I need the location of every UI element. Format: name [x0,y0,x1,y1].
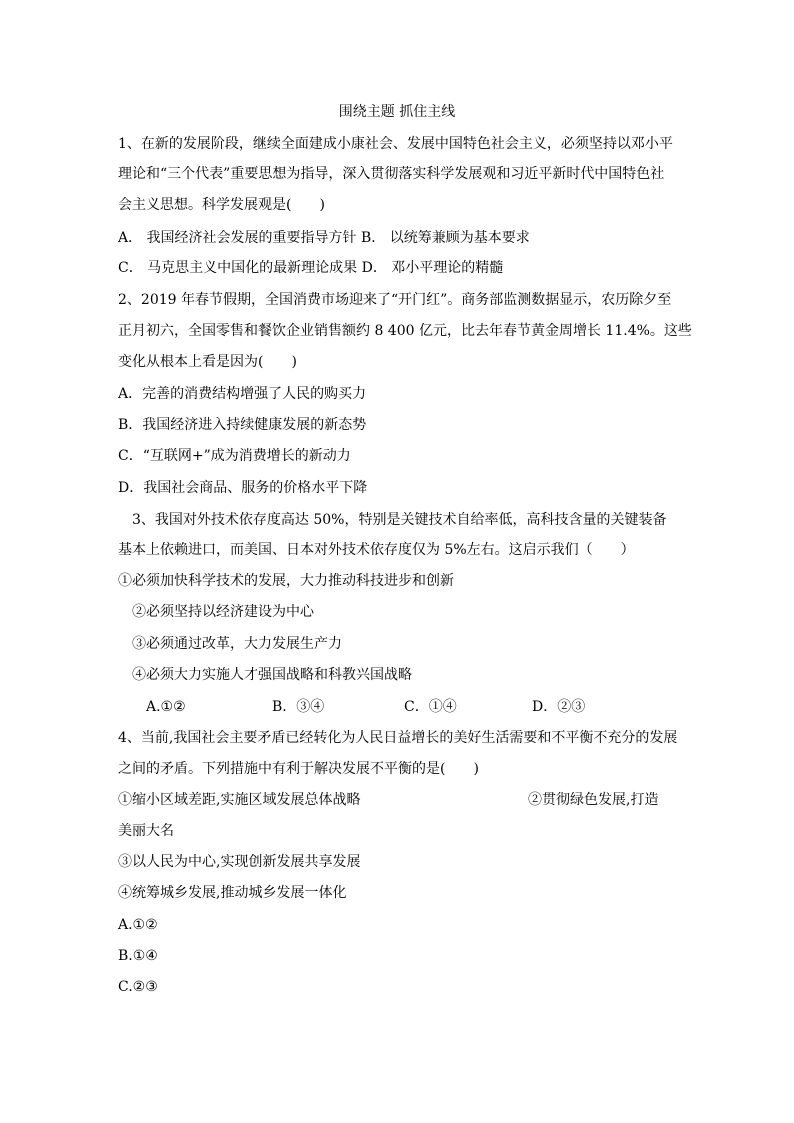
q1-line-3: 会主义思想。科学发展观是( ) [118,197,325,213]
q4-option-b: B.①④ [118,948,158,964]
q2-line-2: 正月初六，全国零售和餐饮企业销售额约 8 400 亿元，比去年春节黄金周增长 11.4%。这些 [118,323,692,339]
q4-line-2: 之间的矛盾。下列措施中有利于解决发展不平衡的是( ) [118,761,479,777]
q4-item-2: ②贯彻绿色发展,打造 [528,792,659,808]
q3-line-1: 3、我国对外技术依存度高达 50%，特别是关键技术自给率低，高科技含量的关键装备 [118,512,667,528]
q3-choice-c: C．①④ [404,699,457,715]
q3-item-2: ②必须坚持以经济建设为中心 [118,604,314,620]
q4-option-a: A.①② [118,917,158,933]
q1-line-1: 1、在新的发展阶段，继续全面建成小康社会、发展中国特色社会主义，必须坚持以邓小平 [118,136,673,152]
q1-line-2: 理论和“三个代表”重要思想为指导，深入贯彻落实科学发展观和习近平新时代中国特色社 [118,166,665,182]
q3-item-4: ④必须大力实施人才强国战略和科教兴国战略 [118,667,412,683]
q2-option-a: A．完善的消费结构增强了人民的购买力 [118,386,367,402]
q3-item-3: ③必须通过改革，大力发展生产力 [118,636,342,652]
q2-option-b: B．我国经济进入持续健康发展的新态势 [118,417,367,433]
q3-choice-b: B．③④ [272,699,325,715]
q2-option-c: C．“互联网+”成为消费增长的新动力 [118,448,351,464]
page-title: 围绕主题 抓住主线 [338,104,456,120]
q4-item-3: ③以人民为中心,实现创新发展共享发展 [118,854,361,870]
q3-choice-a: A.①② [146,699,186,715]
q4-option-c: C.②③ [118,979,158,995]
q4-item-1: ①缩小区域差距,实施区域发展总体战略 [118,792,361,808]
q4-item-2-continued: 美丽大名 [118,823,174,839]
q1-options-cd: C． 马克思主义中国化的最新理论成果 D． 邓小平理论的精髓 [118,260,504,276]
q2-option-d: D．我国社会商品、服务的价格水平下降 [118,480,368,496]
q4-item-4: ④统筹城乡发展,推动城乡发展一体化 [118,885,347,901]
q4-line-1: 4、当前,我国社会主要矛盾已经转化为人民日益增长的美好生活需要和不平衡不充分的发展 [118,730,678,746]
q1-options-ab: A． 我国经济社会发展的重要指导方针 B． 以统筹兼顾为基本要求 [118,230,530,246]
q2-line-3: 变化从根本上看是因为( ) [118,354,297,370]
q3-item-1: ①必须加快科学技术的发展，大力推动科技进步和创新 [118,573,454,589]
q3-choice-d: D．②③ [532,699,586,715]
q2-line-1: 2、2019 年春节假期，全国消费市场迎来了“开门红”。商务部监测数据显示，农历除夕至 [118,292,672,308]
q3-line-2: 基本上依赖进口，而美国、日本对外技术依存度仅为 5%左右。这启示我们（ ） [118,542,635,558]
